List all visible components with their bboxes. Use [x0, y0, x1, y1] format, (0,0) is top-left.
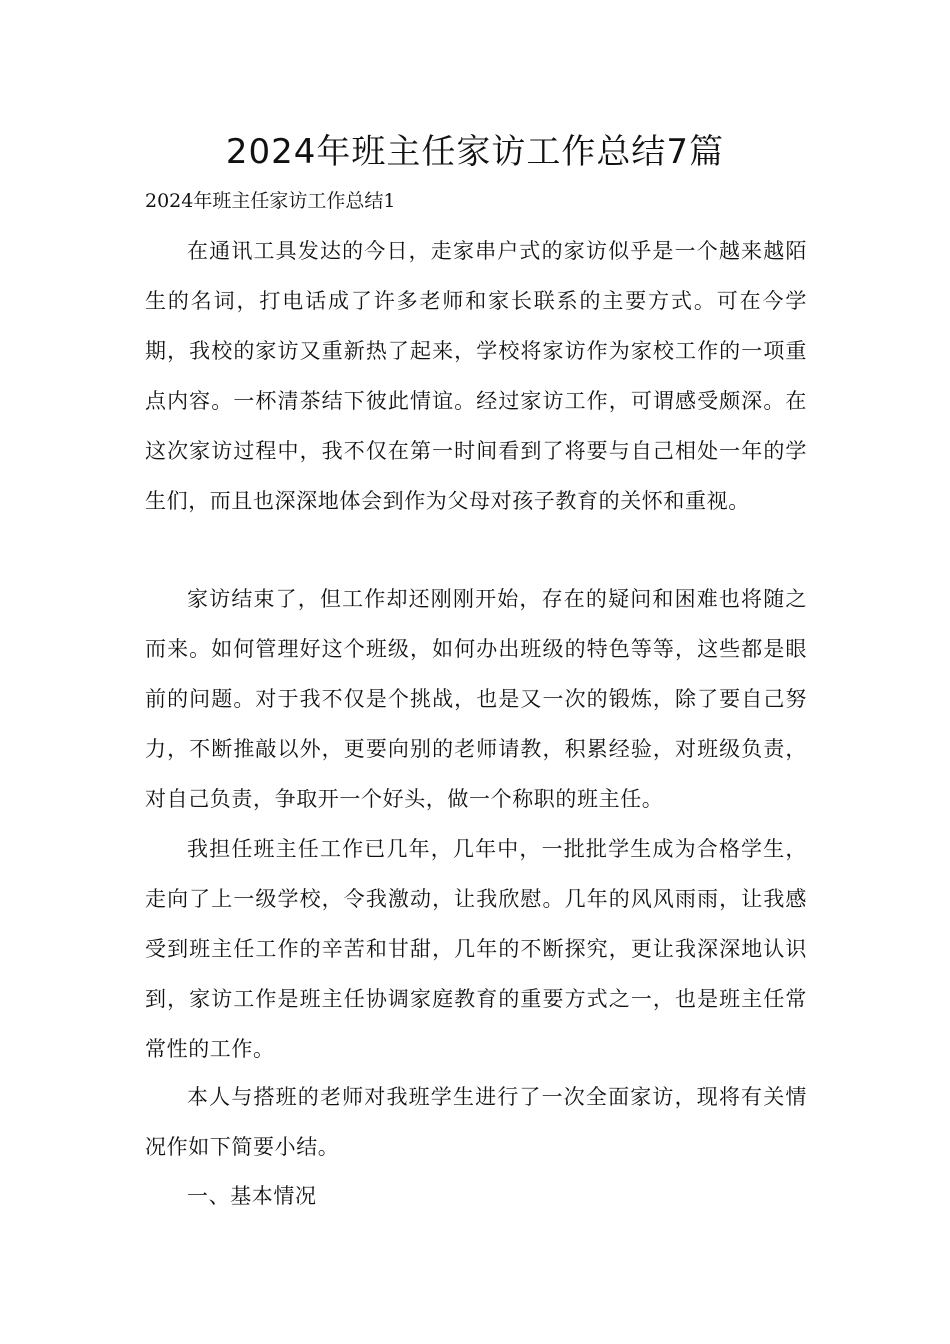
paragraph-4: 本人与搭班的老师对我班学生进行了一次全面家访，现将有关情况作如下简要小结。 — [145, 1085, 807, 1159]
subheading-basic-situation: 一、基本情况 — [187, 1184, 317, 1208]
paragraph-1: 在通讯工具发达的今日，走家串户式的家访似乎是一个越来越陌生的名词，打电话成了许多老师和家长联系的主要方式。可在今学期，我校的家访又重新热了起来，学校将家访作为家校工作的一项重点内容。一杯清茶结下彼此情谊。经过家访工作，可谓感受颇深。在这次家访过程中，我不仅在第一时间看到了将要与自己相处一年的学生们，而且也深深地体会到作为父母对孩子教育的关怀和重视。 — [145, 239, 807, 513]
section-heading: 2024年班主任家访工作总结1 — [145, 190, 396, 212]
paragraph-2: 家访结束了，但工作却还刚刚开始，存在的疑问和困难也将随之而来。如何管理好这个班级，如何办出班级的特色等等，这些都是眼前的问题。对于我不仅是个挑战，也是又一次的锻炼，除了要自己努力，不断推敲以外，更要向别的老师请教，积累经验，对班级负责，对自己负责，争取开一个好头，做一个称职的班主任。 — [145, 587, 807, 811]
paragraph-3: 我担任班主任工作已几年，几年中，一批批学生成为合格学生，走向了上一级学校，令我激动，让我欣慰。几年的风风雨雨，让我感受到班主任工作的辛苦和甘甜，几年的不断探究，更让我深深地认识到，家访工作是班主任协调家庭教育的重要方式之一，也是班主任常常性的工作。 — [145, 837, 807, 1061]
document-title: 2024年班主任家访工作总结7篇 — [225, 132, 725, 172]
